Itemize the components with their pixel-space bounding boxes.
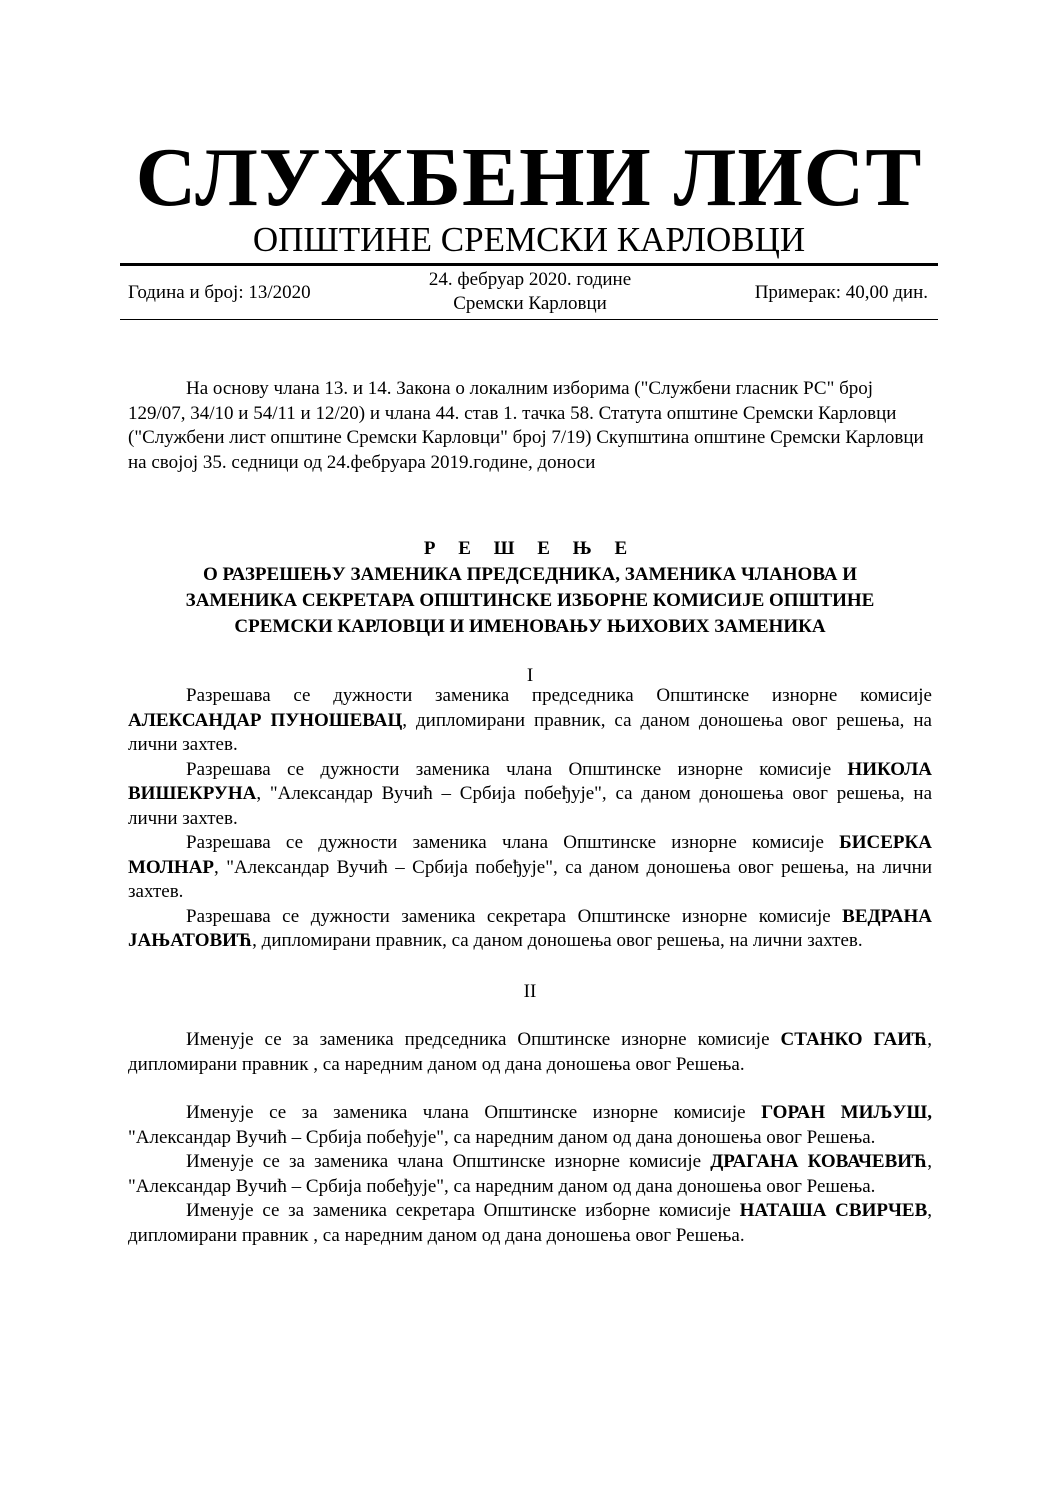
paragraph-text: Именује се за заменика члана Општинске изнорне комисије bbox=[186, 1102, 762, 1123]
section-1-paragraphs bbox=[128, 684, 932, 954]
header-rule-top bbox=[120, 263, 938, 266]
paragraph-text: Именује се за заменика члана Општинске изнорне комисије bbox=[186, 1151, 711, 1172]
issue-number: Година и број: 13/2020 bbox=[128, 282, 311, 303]
issue-date: 24. фебруар 2020. године bbox=[428, 269, 632, 290]
paragraph bbox=[128, 1150, 932, 1199]
section-2-paragraph-1 bbox=[128, 1028, 932, 1077]
paragraph bbox=[128, 684, 932, 758]
paragraph-text: , "Александар Вучић – Србија побеђује", са даном доношења овог решења, на лични захтев. bbox=[128, 856, 932, 902]
person-name: ДРАГАНА КОВАЧЕВИЋ bbox=[710, 1151, 928, 1172]
paragraph-text: , "Александар Вучић – Србија побеђује", са наредним даном од дана доношења овог Решења. bbox=[128, 1151, 932, 1197]
decision-subject-line-3: СРЕМСКИ КАРЛОВЦИ И ИМЕНОВАЊУ ЊИХОВИХ ЗАМЕНИКА bbox=[234, 616, 826, 637]
paragraph-text: Именује се за заменика секретара Општинске изборне комисије bbox=[186, 1200, 740, 1221]
paragraph-text: , "Александар Вучић – Србија побеђује", са даном доношења овог решења, на лични захтев. bbox=[128, 783, 932, 829]
section-number-2: II bbox=[523, 981, 537, 1002]
preamble-text: На основу члана 13. и 14. Закона о локалним изборима ("Службени гласник РС" број 129/07, 34/10 и 54/11 и 12/20) и члана 44. став 1. тачка 58. Статута општине Сремски Карловци ("Службени лист општине Сремски Карловци" број 7/19) Скупштина општине Сремски Карловци на својој 35. седници од 24.фебруара 2019.године, доноси bbox=[128, 378, 924, 473]
paragraph-text: , дипломирани правник, са даном доношења овог решења, на лични захтев. bbox=[128, 709, 932, 755]
issue-date-place bbox=[380, 268, 680, 316]
paragraph-text: Разрешава се дужности заменика члана Општинске изнорне комисије bbox=[186, 832, 840, 853]
person-name: ГОРАН МИЉУШ, bbox=[761, 1102, 932, 1123]
issue-place: Сремски Карловци bbox=[453, 293, 607, 314]
person-name: АЛЕКСАНДАР ПУНОШЕВАЦ bbox=[128, 709, 403, 731]
paragraph bbox=[128, 831, 932, 905]
paragraph bbox=[128, 1101, 932, 1150]
paragraph-text: , дипломирани правник, са даном доношења овог решења, на лични захтев. bbox=[252, 930, 863, 951]
paragraph-text: Разрешава се дужности заменика секретара Општинске изнорне комисије bbox=[186, 905, 843, 927]
paragraph bbox=[128, 758, 932, 832]
person-name: СТАНКО ГАИЋ bbox=[780, 1029, 928, 1050]
person-name: НИКОЛА ВИШЕКРУНА bbox=[128, 758, 932, 804]
paragraph bbox=[128, 1028, 932, 1077]
preamble bbox=[128, 377, 932, 475]
person-name: НАТАША СВИРЧЕВ bbox=[739, 1200, 928, 1221]
paragraph-text: Именује се за заменика председника Општинске изнорне комисије bbox=[186, 1029, 781, 1050]
paragraph bbox=[128, 1199, 932, 1248]
person-name: ВЕДРАНА ЈАЊАТОВИЋ bbox=[128, 905, 932, 951]
paragraph-text: , дипломирани правник , са наредним даном од дана доношења овог Решења. bbox=[128, 1029, 932, 1075]
issue-price: Примерак: 40,00 дин. bbox=[754, 282, 928, 303]
section-2-paragraphs bbox=[128, 1101, 932, 1248]
decision-subject-line-2: ЗАМЕНИКА СЕКРЕТАРА ОПШТИНСКЕ ИЗБОРНЕ КОМИСИЈЕ ОПШТИНЕ bbox=[185, 590, 875, 611]
paragraph bbox=[128, 905, 932, 954]
paragraph-text: "Александар Вучић – Србија побеђује", са наредним даном од дана доношења овог Решења. bbox=[128, 1126, 876, 1148]
decision-title: Р Е Ш Е Њ Е bbox=[423, 538, 637, 559]
decision-subject-line-1: О РАЗРЕШЕЊУ ЗАМЕНИКА ПРЕДСЕДНИКА, ЗАМЕНИКА ЧЛАНОВА И bbox=[202, 564, 858, 585]
paragraph-text: Разрешава се дужности заменика председника Општинске изнорне комисије bbox=[186, 685, 932, 706]
header-rule-bottom bbox=[120, 319, 938, 320]
decision-heading bbox=[128, 536, 932, 640]
paragraph-text: , дипломирани правник , са наредним даном од дана доношења овог Решења. bbox=[128, 1200, 933, 1246]
person-name: БИСЕРКА МОЛНАР bbox=[128, 832, 932, 878]
masthead-subtitle: ОПШТИНЕ СРЕМСКИ КАРЛОВЦИ bbox=[252, 220, 806, 259]
paragraph-text: Разрешава се дужности заменика члана Општинске изнорне комисије bbox=[186, 758, 848, 780]
section-number-1: I bbox=[526, 665, 534, 686]
masthead-title: СЛУЖБЕНИ ЛИСТ bbox=[135, 131, 923, 224]
